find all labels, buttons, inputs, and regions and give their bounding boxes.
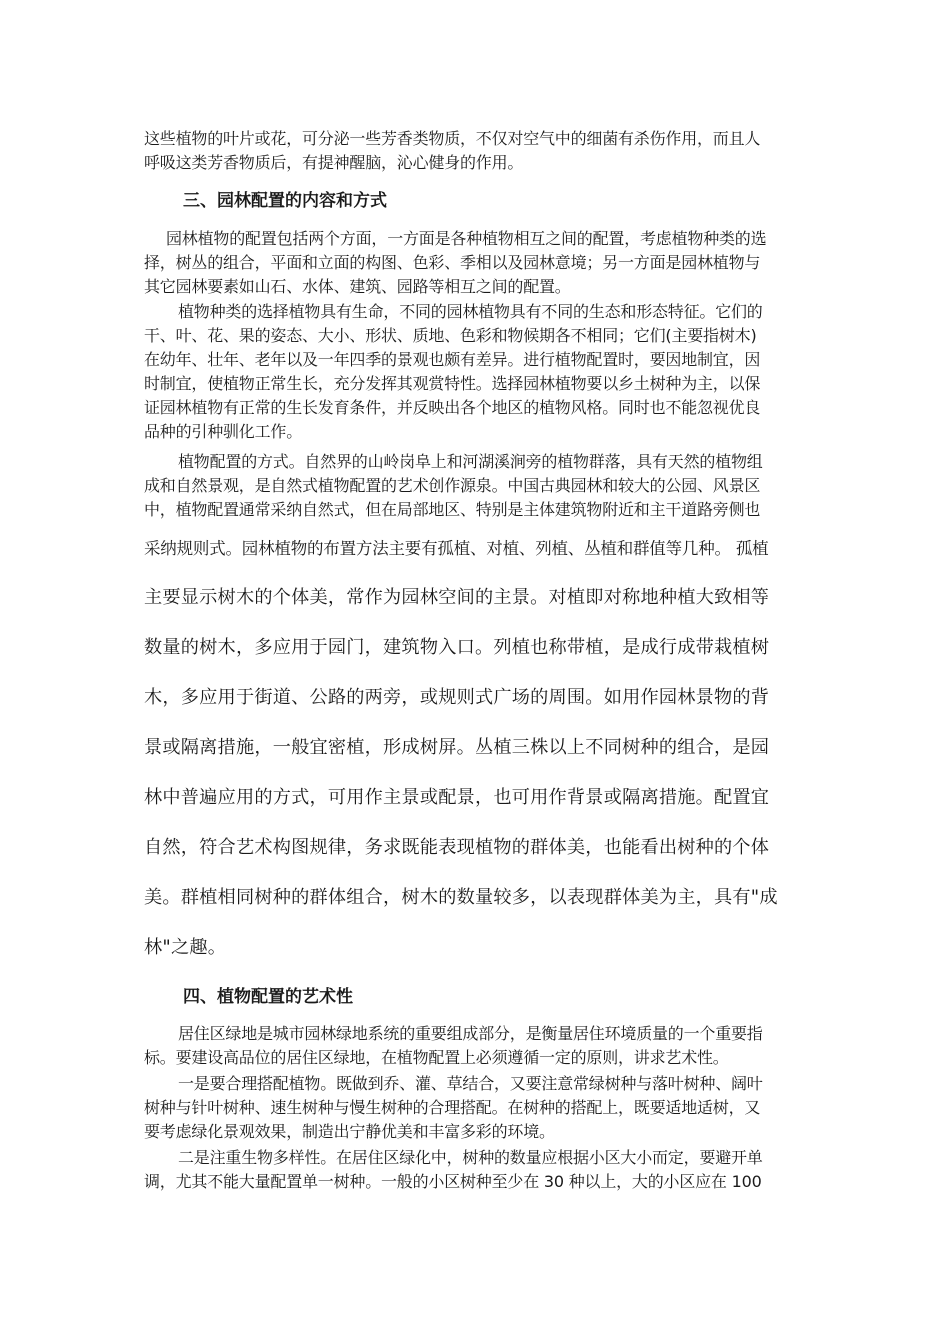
text-line: 林中普遍应用的方式，可用作主景或配景，也可用作背景或隔离措施。配置宜	[144, 787, 770, 808]
text-line: 数量的树木，多应用于园门，建筑物入口。列植也称带植，是成行成带栽植树	[144, 637, 770, 658]
text-line: 标。要建设高品位的居住区绿地，在植物配置上必须遵循一定的原则，讲求艺术性。	[144, 1048, 729, 1067]
text-line: 干、叶、花、果的姿态、大小、形状、质地、色彩和物候期各不相同；它们(主要指树木)	[144, 326, 757, 345]
text-line: 呼吸这类芳香物质后，有提神醒脑，沁心健身的作用。	[144, 153, 524, 172]
intro-paragraph	[144, 127, 808, 175]
text-line: 居住区绿地是城市园林绿地系统的重要组成部分，是衡量居住环境质量的一个重要指	[178, 1024, 763, 1043]
section4-paragraph-1	[144, 1022, 808, 1070]
text-line: 证园林植物有正常的生长发育条件，并反映出各个地区的植物风格。同时也不能忽视优良	[144, 398, 761, 417]
text-line: 在幼年、壮年、老年以及一年四季的景观也颇有差异。进行植物配置时，要因地制宜，因	[144, 350, 761, 369]
section-heading-4: 四、植物配置的艺术性	[183, 987, 353, 1007]
text-line: 景或隔离措施，一般宜密植，形成树屏。丛植三株以上不同树种的组合，是园	[144, 737, 770, 758]
section3-paragraph-3	[144, 450, 808, 522]
text-line: 树种与针叶树种、速生树种与慢生树种的合理搭配。在树种的搭配上，既要适地适树，又	[144, 1098, 761, 1117]
section3-paragraph-1	[144, 227, 808, 299]
text-line: 中，植物配置通常采纳自然式，但在局部地区、特别是主体建筑物附近和主干道路旁侧也	[144, 500, 761, 519]
text-line: 二是注重生物多样性。在居住区绿化中，树种的数量应根据小区大小而定，要避开单	[178, 1148, 763, 1167]
text-line: 植物配置的方式。自然界的山岭岗阜上和河湖溪涧旁的植物群落，具有天然的植物组	[178, 452, 763, 471]
text-line: 择，树丛的组合，平面和立面的构图、色彩、季相以及园林意境；另一方面是园林植物与	[144, 253, 761, 272]
text-line: 调，尤其不能大量配置单一树种。一般的小区树种至少在 30 种以上，大的小区应在 100	[144, 1172, 762, 1191]
text-line: 其它园林要素如山石、水体、建筑、园路等相互之间的配置。	[144, 277, 571, 296]
section3-paragraph-3-large-text	[144, 573, 808, 973]
text-line: 主要显示树木的个体美，常作为园林空间的主景。对植即对称地种植大致相等	[144, 587, 770, 608]
text-line: 植物种类的选择植物具有生命，不同的园林植物具有不同的生态和形态特征。它们的	[178, 302, 763, 321]
text-line: 品种的引种驯化工作。	[144, 422, 303, 441]
text-line: 时制宜，使植物正常生长，充分发挥其观赏特性。选择园林植物要以乡土树种为主，以保	[144, 374, 761, 393]
text-line: 园林植物的配置包括两个方面，一方面是各种植物相互之间的配置，考虑植物种类的选	[166, 229, 767, 248]
text-line: 林"之趣。	[144, 937, 227, 958]
text-line: 一是要合理搭配植物。既做到乔、灌、草结合，又要注意常绿树种与落叶树种、阔叶	[178, 1074, 763, 1093]
section3-paragraph-3-continued	[144, 537, 808, 561]
text-line: 这些植物的叶片或花，可分泌一些芳香类物质，不仅对空气中的细菌有杀伤作用，而且人	[144, 129, 761, 148]
text-line: 木，多应用于街道、公路的两旁，或规则式广场的周围。如用作园林景物的背	[144, 687, 770, 708]
section4-paragraph-2	[144, 1072, 808, 1144]
text-line: 成和自然景观，是自然式植物配置的艺术创作源泉。中国古典园林和较大的公园、风景区	[144, 476, 761, 495]
section3-paragraph-2	[144, 300, 808, 444]
text-line: 自然，符合艺术构图规律，务求既能表现植物的群体美，也能看出树种的个体	[144, 837, 770, 858]
text-line: 采纳规则式。园林植物的布置方法主要有孤植、对植、列植、丛植和群值等几种。 孤植	[144, 539, 769, 558]
section4-paragraph-3	[144, 1146, 808, 1194]
section-heading-3: 三、园林配置的内容和方式	[183, 191, 387, 211]
text-line: 美。群植相同树种的群体组合，树木的数量较多，以表现群体美为主，具有"成	[144, 887, 778, 908]
text-line: 要考虑绿化景观效果，制造出宁静优美和丰富多彩的环境。	[144, 1122, 555, 1141]
